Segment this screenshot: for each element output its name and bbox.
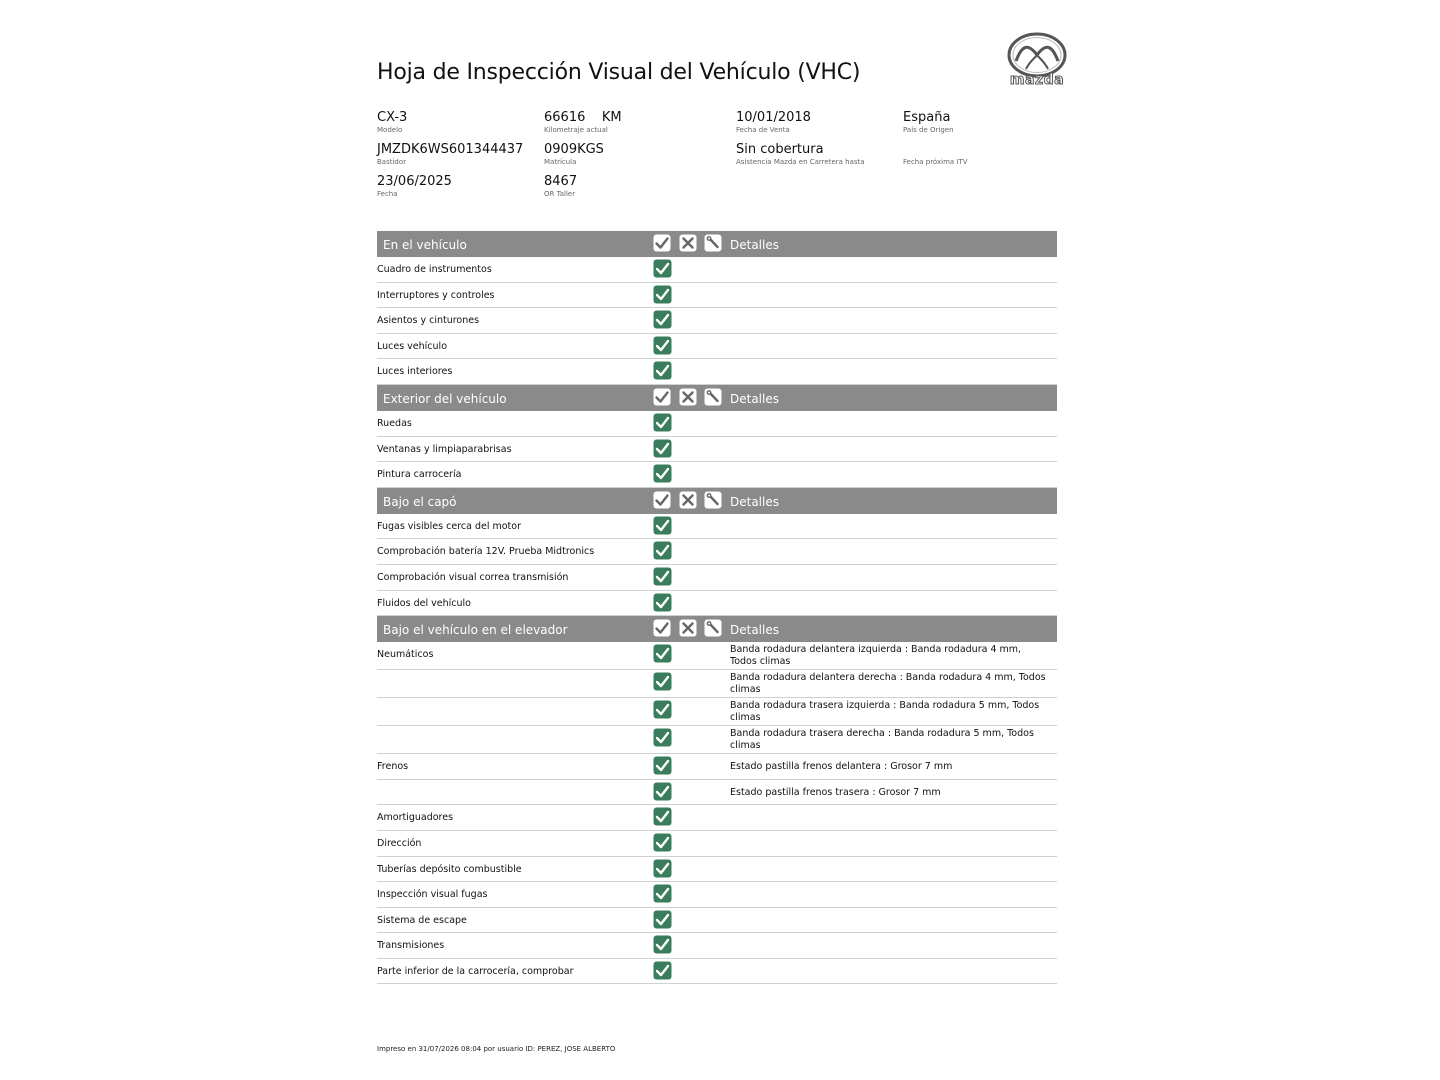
- section-title: Bajo el vehículo en el elevador: [383, 623, 568, 638]
- item-detail: Banda rodadura trasera izquierda : Banda rodadura 5 mm, Todos climas: [730, 700, 1040, 724]
- item-label: Ventanas y limpiaparabrisas: [377, 443, 512, 455]
- check-ok-icon: [653, 700, 672, 719]
- info-modelo: CX-3 Modelo: [377, 110, 408, 134]
- check-ok-icon: [653, 593, 672, 612]
- table-row: [377, 514, 1057, 540]
- item-detail: Estado pastilla frenos trasera : Grosor 7 mm: [730, 786, 941, 798]
- check-ok-icon: [653, 336, 672, 355]
- check-ok-icon: [653, 935, 672, 954]
- table-row: [377, 539, 1057, 565]
- check-ok-icon: [653, 756, 672, 775]
- page-title: Hoja de Inspección Visual del Vehículo (VHC): [377, 60, 861, 85]
- item-label: Fugas visibles cerca del motor: [377, 520, 521, 532]
- mazda-wordmark: mazda: [1009, 72, 1065, 88]
- check-ok-icon: [653, 728, 672, 747]
- item-label: Luces interiores: [377, 366, 453, 378]
- check-ok-icon: [653, 439, 672, 458]
- item-label: Amortiguadores: [377, 812, 454, 824]
- table-row: [377, 283, 1057, 309]
- check-header-icon: [653, 388, 671, 406]
- item-detail: Banda rodadura delantera izquierda : Banda rodadura 4 mm, Todos climas: [730, 644, 1022, 668]
- info-asistencia: Sin cobertura Asistencia Mazda en Carretera hasta: [736, 142, 865, 166]
- item-label: Ruedas: [377, 417, 412, 429]
- check-header-icon: [653, 619, 671, 637]
- cross-header-icon: [679, 388, 697, 406]
- table-row: [377, 462, 1057, 488]
- table-row: [377, 933, 1057, 959]
- table-row: [377, 780, 1057, 806]
- section-title: Bajo el capó: [383, 494, 457, 509]
- details-header: Detalles: [730, 494, 779, 509]
- check-ok-icon: [653, 644, 672, 663]
- details-header: Detalles: [730, 623, 779, 638]
- item-detail: Estado pastilla frenos delantera : Grosor 7 mm: [730, 761, 953, 773]
- item-label: Sistema de escape: [377, 914, 467, 926]
- table-row: [377, 670, 1057, 698]
- check-ok-icon: [653, 807, 672, 826]
- wrench-header-icon: [704, 619, 722, 637]
- check-header-icon: [653, 234, 671, 252]
- table-row: [377, 908, 1057, 934]
- item-label: Cuadro de instrumentos: [377, 264, 492, 275]
- wrench-header-icon: [704, 234, 722, 252]
- item-label: Frenos: [377, 761, 409, 773]
- item-label: Pintura carrocería: [377, 469, 462, 481]
- section-title: Exterior del vehículo: [383, 391, 507, 406]
- info-bastidor: JMZDK6WS601344437 Bastidor: [377, 142, 524, 166]
- table-row: [377, 959, 1057, 985]
- item-label: Transmisiones: [377, 940, 445, 952]
- info-fecha-venta: 10/01/2018 Fecha de Venta: [736, 110, 811, 134]
- table-row: [377, 754, 1057, 780]
- info-or-taller: 8467 OR Taller: [544, 174, 578, 198]
- item-label: Comprobación batería 12V. Prueba Midtronics: [377, 546, 595, 558]
- details-header: Detalles: [730, 238, 779, 252]
- table-row: [377, 334, 1057, 360]
- wrench-header-icon: [704, 388, 722, 406]
- check-ok-icon: [653, 464, 672, 483]
- table-row: [377, 359, 1057, 385]
- table-row: [377, 257, 1057, 283]
- item-label: Fluidos del vehículo: [377, 597, 471, 609]
- section-title: En el vehículo: [383, 238, 467, 252]
- check-ok-icon: [653, 672, 672, 691]
- section-header: [377, 616, 1057, 642]
- info-pais: España País de Origen: [903, 110, 954, 134]
- section-header: [377, 488, 1057, 514]
- section-header: [377, 231, 1057, 257]
- info-matricula: 0909KGS Matrícula: [544, 142, 604, 166]
- table-row: [377, 805, 1057, 831]
- check-ok-icon: [653, 859, 672, 878]
- table-row: [377, 857, 1057, 883]
- info-fecha: 23/06/2025 Fecha: [377, 174, 452, 198]
- table-row: [377, 642, 1057, 670]
- info-km: 66616 KM Kilometraje actual: [544, 110, 622, 134]
- check-ok-icon: [653, 567, 672, 586]
- check-ok-icon: [653, 961, 672, 980]
- check-ok-icon: [653, 782, 672, 801]
- inspection-table: [377, 231, 1057, 984]
- section-header: [377, 385, 1057, 411]
- item-label: Tuberías depósito combustible: [377, 863, 522, 875]
- table-row: [377, 565, 1057, 591]
- check-ok-icon: [653, 516, 672, 535]
- print-footer: Impreso en 31/07/2026 08:04 por usuario ID: PEREZ, JOSE ALBERTO: [377, 1045, 616, 1053]
- item-detail: Banda rodadura trasera derecha : Banda rodadura 5 mm, Todos climas: [730, 728, 1034, 752]
- cross-header-icon: [679, 619, 697, 637]
- check-ok-icon: [653, 361, 672, 380]
- table-row: [377, 831, 1057, 857]
- item-label: Dirección: [377, 837, 422, 849]
- table-row: [377, 437, 1057, 463]
- item-label: Comprobación visual correa transmisión: [377, 571, 569, 583]
- cross-header-icon: [679, 234, 697, 252]
- item-label: Interruptores y controles: [377, 289, 495, 301]
- check-ok-icon: [653, 413, 672, 432]
- item-label: Luces vehículo: [377, 340, 448, 352]
- item-label: Inspección visual fugas: [377, 889, 488, 901]
- check-ok-icon: [653, 259, 672, 278]
- cross-header-icon: [679, 491, 697, 509]
- wrench-header-icon: [704, 491, 722, 509]
- check-ok-icon: [653, 910, 672, 929]
- check-ok-icon: [653, 884, 672, 903]
- check-ok-icon: [653, 541, 672, 560]
- table-row: [377, 591, 1057, 617]
- check-header-icon: [653, 491, 671, 509]
- table-row: [377, 726, 1057, 754]
- item-detail: Banda rodadura delantera derecha : Banda rodadura 4 mm, Todos climas: [730, 672, 1046, 696]
- check-ok-icon: [653, 285, 672, 304]
- item-label: Neumáticos: [377, 649, 434, 661]
- info-itv: Fecha próxima ITV: [903, 158, 968, 166]
- table-row: [377, 882, 1057, 908]
- table-row: [377, 308, 1057, 334]
- check-ok-icon: [653, 310, 672, 329]
- item-label: Asientos y cinturones: [377, 315, 480, 327]
- check-ok-icon: [653, 833, 672, 852]
- details-header: Detalles: [730, 391, 779, 406]
- table-row: [377, 411, 1057, 437]
- table-row: [377, 698, 1057, 726]
- item-label: Parte inferior de la carrocería, comprobar: [377, 965, 574, 977]
